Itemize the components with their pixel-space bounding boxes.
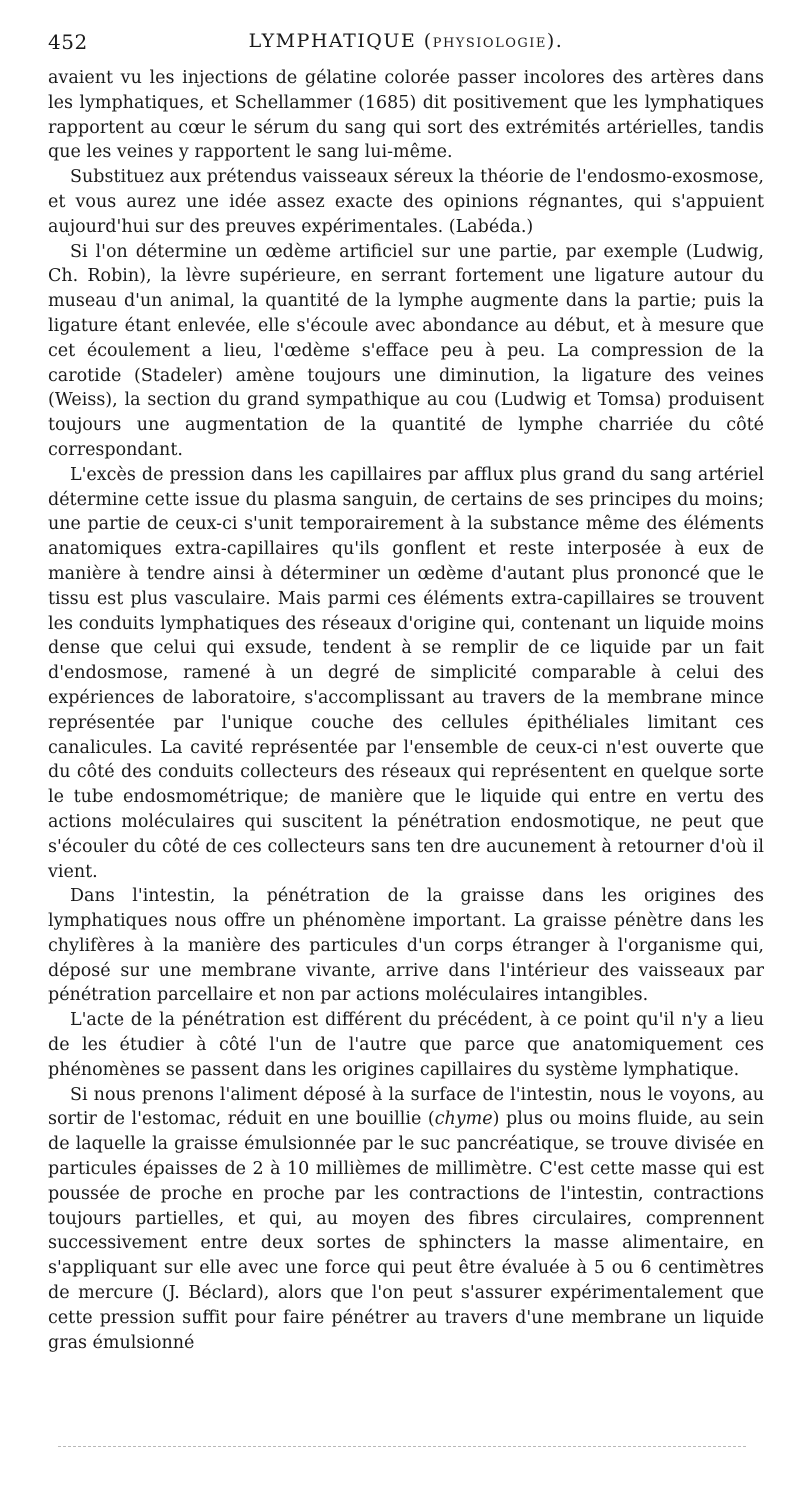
page-number: 452 (48, 30, 88, 54)
body-text (48, 66, 764, 1355)
paragraph-continued: avaient vu les injections de gélatine colorée passer incolores des artères dans les lymphatiques, et Schellammer (1685) dit positivement que les lymphatiques rapportent au cœur le sérum du sang qui sort des extrémités artérielles, tandis que les veines y rapportent le sang lui-même. (48, 68, 764, 163)
paragraph-last (48, 1083, 764, 1356)
running-title-end: ). (546, 30, 564, 52)
paragraph: Si l'on détermine un œdème artificiel sur une partie, par exemple (Ludwig, Ch. Robin), la lèvre supérieure, en serrant fortement une ligature autour du museau d'un animal, la quantité de la lymphe augmente dans la partie; puis la ligature étant enlevée, elle s'écoule avec abondance au début, et à mesure que cet écoulement a lieu, l'œdème s'efface peu à peu. La compression de la carotide (Stadeler) amène toujours une diminution, la ligature des veines (Weiss), la section du grand sympathique au cou (Ludwig et Tomsa) produisent toujours une augmentation de la quantité de lymphe charriée du côté correspondant. (48, 241, 764, 460)
paragraph: Substituez aux prétendus vaisseaux séreux la théorie de l'endosmo-exosmose, et vous aurez une idée assez exacte des opinions régnantes, qui s'appuient aujourd'hui sur des preuves expérimentales. (Labéda.) (48, 167, 764, 237)
running-title (48, 30, 764, 52)
running-header (48, 28, 764, 54)
paragraph-last-end: ) plus ou moins fluide, au sein de laquelle la graisse émulsionnée par le suc pancréatique, se trouve divisée en particules épaisses de 2 à 10 millièmes de millimètre. C'est cette masse qui est poussée de proche en proche par les contractions de l'intestin, contractions toujours partielles, et qui, au moyen des fibres circulaires, comprennent successivement entre deux sortes de sphincters la masse alimentaire, en s'appliquant sur elle avec une force qui peut être évaluée à 5 ou 6 centimètres de mercure (J. Béclard), alors que l'on peut s'assurer expérimentalement que cette pression suffit pour faire pénétrer au travers d'une membrane un liquide gras émulsionné (48, 1109, 764, 1353)
bottom-rule (58, 1446, 746, 1447)
emphasized-term: chyme (434, 1109, 493, 1130)
paragraph: L'excès de pression dans les capillaires par afflux plus grand du sang artériel détermine cette issue du plasma sanguin, de certains de ses principes du moins; une partie de ceux-ci s'unit temporairement à la substance même des éléments anatomiques extra-capillaires qu'ils gonflent et reste interposée à eux de manière à tendre ainsi à déterminer un œdème d'autant plus prononcé que le tissu est plus vasculaire. Mais parmi ces éléments extra-capillaires se trouvent les conduits lymphatiques des réseaux d'origine qui, contenant un liquide moins dense que celui qui exsude, tendent à se remplir de ce liquide par un fait d'endosmose, ramené à un degré de simplicité comparable à celui des expériences de laboratoire, s'accomplissant au travers de la membrane mince représentée par l'unique couche des cellules épithéliales limitant ces canalicules. La cavité représentée par l'ensemble de ceux-ci n'est ouverte que du côté des conduits collecteurs des réseaux qui représentent en quelque sorte le tube endosmométrique; de manière que le liquide qui entre en vertu des actions moléculaires qui suscitent la pénétration endosmotique, ne peut que s'écouler du côté de ces collecteurs sans ten dre aucunement à retourner d'où il vient. (48, 464, 764, 882)
running-title-main: LYMPHATIQUE ( (248, 30, 433, 52)
running-title-sub: PHYSIOLOGIE (432, 36, 547, 51)
paragraph: Dans l'intestin, la pénétration de la graisse dans les origines des lymphatiques nous offre un phénomène important. La graisse pénètre dans les chylifères à la manière des particules d'un corps étranger à l'organisme qui, déposé sur une membrane vivante, arrive dans l'intérieur des vaisseaux par pénétration parcellaire et non par actions moléculaires intangibles. (48, 886, 764, 1006)
paragraph: L'acte de la pénétration est différent du précédent, à ce point qu'il n'y a lieu de les étudier à côté l'un de l'autre que parce que anatomiquement ces phénomènes se passent dans les origines capillaires du système lymphatique. (48, 1010, 764, 1080)
paragraph-last-start: Si nous prenons l'aliment déposé à la surface de l'intestin, nous le voyons, au sortir de l'estomac, réduit en une bouillie ( (48, 1084, 764, 1130)
